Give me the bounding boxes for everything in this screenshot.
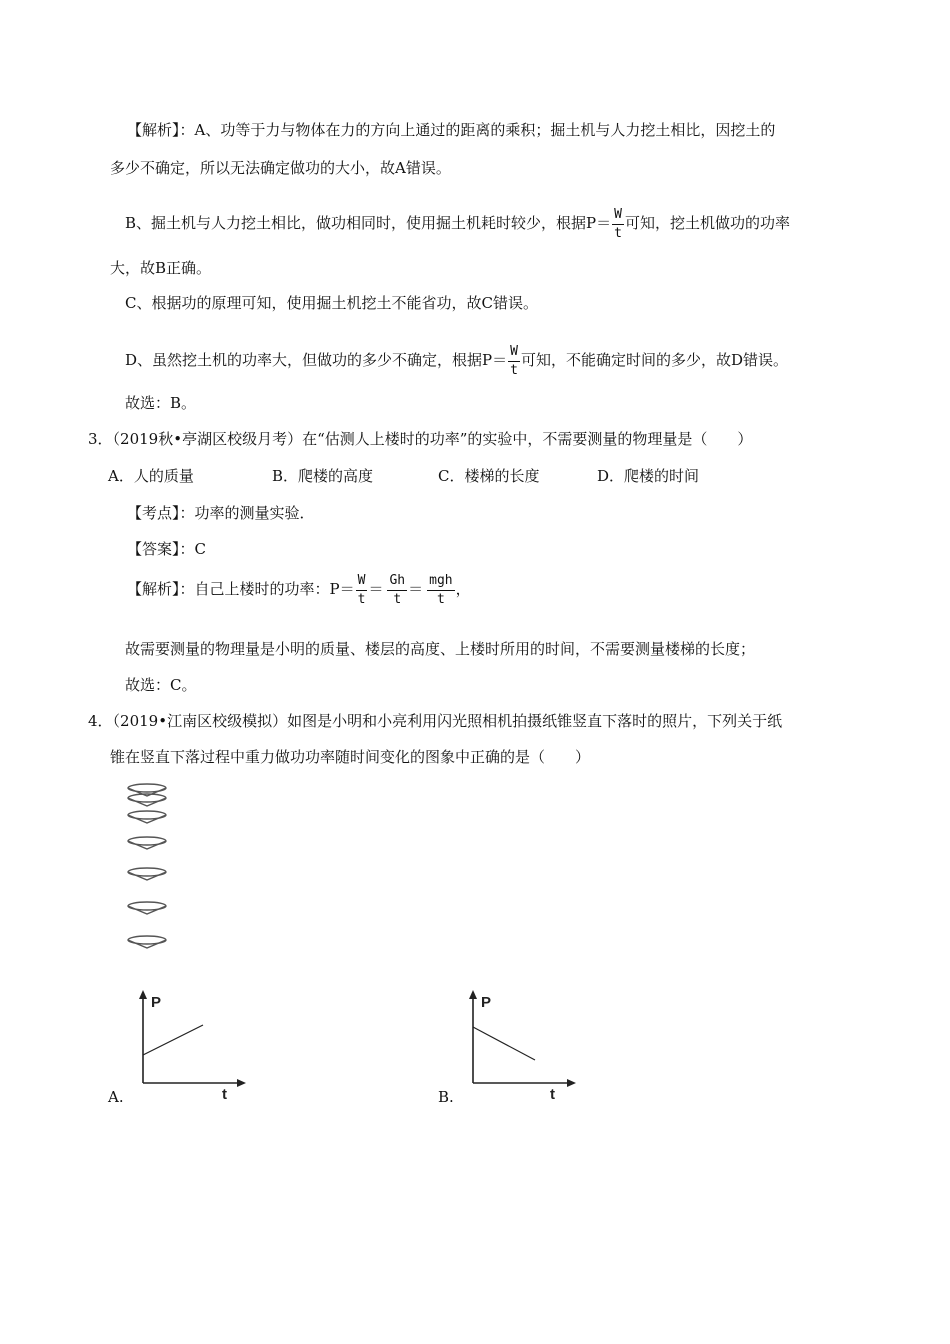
paper-cone-7	[128, 936, 166, 948]
x-axis-label: t	[550, 1086, 555, 1100]
q3-choice: 故选：C。	[125, 676, 197, 694]
power-line-decreasing	[473, 1027, 535, 1060]
fraction-mgh-over-t	[427, 572, 454, 609]
falling-paper-cone-photo	[118, 780, 178, 955]
q3-option-d: D．爬楼的时间	[597, 467, 700, 485]
analysis-text: ：自己上楼时的功率：P＝	[179, 580, 355, 598]
x-axis-arrow-icon	[237, 1079, 246, 1087]
q3-stem: 3．（2019秋•亭湖区校级月考）在“估测人上楼时的功率”的实验中，不需要测量的物理量是（ ）	[88, 430, 753, 448]
y-axis-label: P	[481, 994, 492, 1011]
option-d-analysis	[125, 342, 788, 380]
y-axis-arrow-icon	[139, 990, 147, 999]
equals-sign: ＝	[368, 580, 384, 598]
fraction-denominator: t	[614, 225, 622, 241]
analysis-comma: ，	[455, 580, 471, 598]
option-d-text: D、虽然挖土机的功率大，但做功的多少不确定，根据P＝	[125, 351, 508, 369]
paper-cone-5	[128, 868, 166, 880]
graph-a-label: A.	[108, 1088, 124, 1106]
x-axis-label: t	[222, 1086, 227, 1100]
fraction-numerator: mgh	[427, 572, 454, 591]
graph-a	[125, 985, 255, 1100]
q2-choice: 故选：B。	[125, 394, 197, 412]
q3-kaodian	[127, 503, 315, 523]
y-axis-arrow-icon	[469, 990, 477, 999]
graph-b-label: B.	[438, 1088, 454, 1106]
q3-option-a: A．人的质量	[108, 467, 194, 485]
analysis-text: ：A、功等于力与物体在力的方向上通过的距离的乘积；掘土机与人力挖土相比，因挖土的	[179, 121, 776, 139]
paper-cone-3	[128, 811, 166, 823]
answer-label: 【答案】	[127, 540, 180, 558]
fraction-numerator: W	[508, 343, 520, 362]
analysis-line-2: 多少不确定，所以无法确定做功的大小，故A错误。	[110, 159, 451, 177]
analysis-label: 【解析】	[127, 121, 180, 139]
q3-option-b: B．爬楼的高度	[272, 467, 374, 485]
power-fraction	[508, 343, 520, 380]
fraction-numerator: W	[612, 206, 624, 225]
fraction-w-over-t	[356, 572, 368, 609]
fraction-gh-over-t	[387, 572, 407, 609]
q4-stem-line-2: 锥在竖直下落过程中重力做功功率随时间变化的图象中正确的是（ ）	[110, 748, 591, 766]
y-axis-label: P	[151, 994, 162, 1011]
paper-cone-4	[128, 837, 166, 849]
q3-analysis	[127, 570, 471, 609]
x-axis-arrow-icon	[567, 1079, 576, 1087]
fraction-denominator: t	[436, 591, 445, 607]
fraction-denominator: t	[510, 362, 518, 378]
graph-b	[455, 985, 585, 1100]
equals-sign: ＝	[408, 580, 424, 598]
power-fraction	[612, 206, 624, 243]
analysis-label: 【解析】	[127, 580, 180, 598]
answer-text: ：C	[179, 540, 206, 558]
q3-option-c: C．楼梯的长度	[438, 467, 540, 485]
kaodian-text: ：功率的测量实验．	[179, 504, 315, 522]
q4-stem-line-1: 4．（2019•江南区校级模拟）如图是小明和小亮利用闪光照相机拍摄纸锥竖直下落时的照片，下列关于纸	[88, 712, 783, 730]
fraction-denominator: t	[393, 591, 402, 607]
q3-answer	[127, 539, 206, 559]
power-line-increasing	[143, 1025, 203, 1055]
fraction-numerator: Gh	[387, 572, 407, 591]
kaodian-label: 【考点】	[127, 504, 180, 522]
option-c-analysis: C、根据功的原理可知，使用掘土机挖土不能省功，故C错误。	[125, 294, 538, 312]
option-b-analysis-line-2: 大，故B正确。	[110, 259, 212, 277]
analysis-line-1	[127, 120, 775, 140]
option-b-text: B、掘土机与人力挖土相比，做功相同时，使用掘土机耗时较少，根据P＝	[125, 214, 612, 232]
fraction-numerator: W	[356, 572, 368, 591]
q3-analysis-line-2: 故需要测量的物理量是小明的质量、楼层的高度、上楼时所用的时间，不需要测量楼梯的长度；	[125, 640, 756, 658]
fraction-denominator: t	[357, 591, 366, 607]
paper-cone-6	[128, 902, 166, 914]
option-d-text-end: 可知，不能确定时间的多少，故D错误。	[520, 351, 788, 369]
option-b-text-end: 可知，挖土机做功的功率	[624, 214, 790, 232]
option-b-analysis-line-1	[125, 205, 790, 243]
